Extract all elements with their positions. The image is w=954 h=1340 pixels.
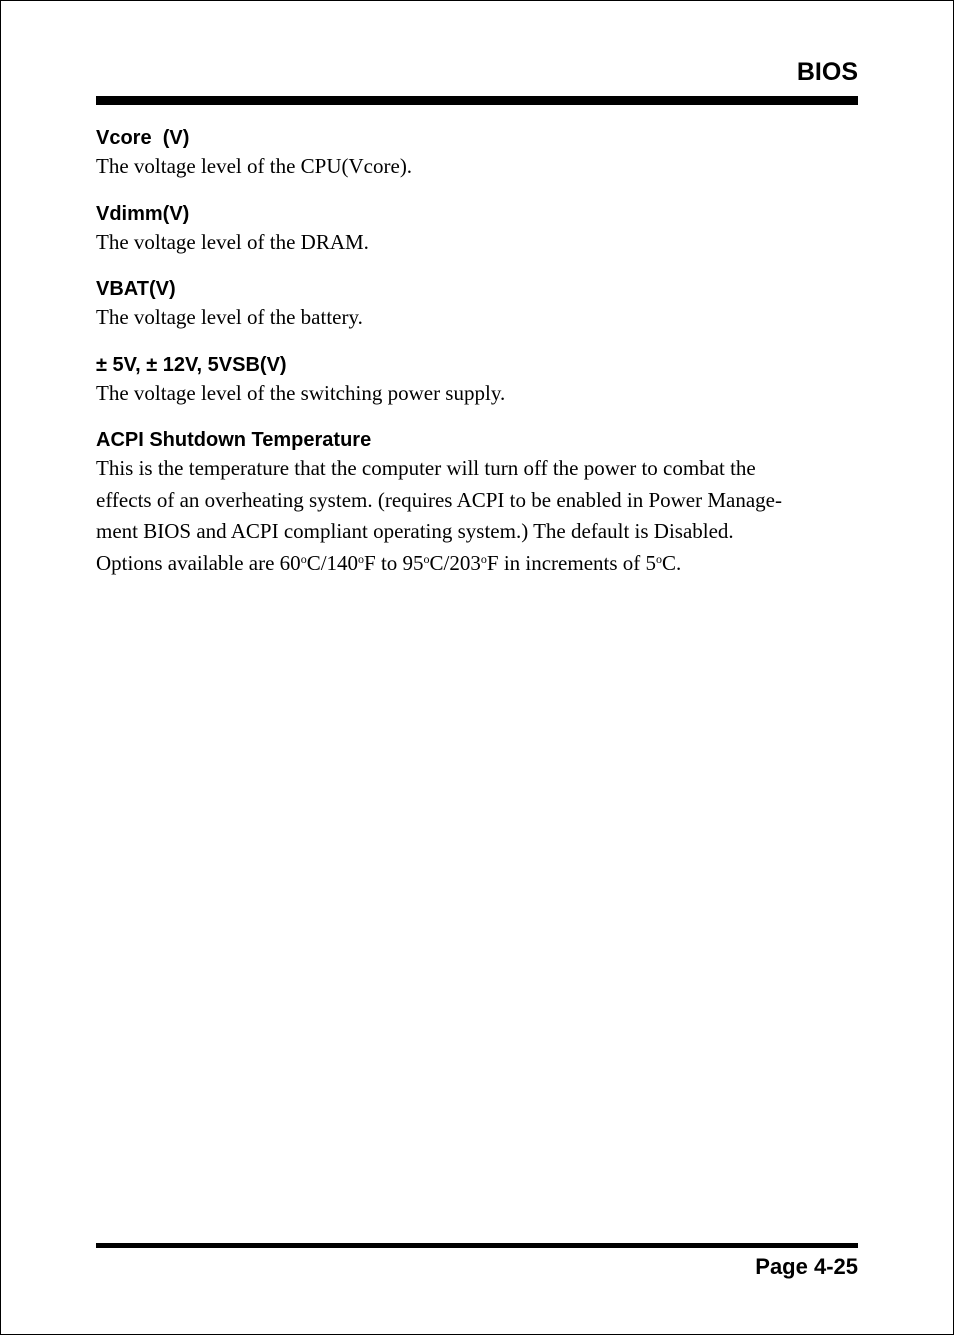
- section-heading: VBAT(V): [96, 278, 176, 300]
- section-heading: Vcore (V): [96, 127, 190, 149]
- section-heading: Vdimm(V): [96, 202, 190, 225]
- degree-symbol: o: [358, 551, 365, 566]
- section-body: The voltage level of the CPU(Vcore).: [96, 154, 413, 178]
- options-text: C/203: [429, 550, 481, 575]
- section-vcore: [96, 125, 858, 183]
- bottom-rule: [96, 1243, 858, 1248]
- degree-symbol: o: [480, 551, 487, 566]
- degree-symbol: o: [423, 551, 430, 566]
- body-line: This is the temperature that the computer will turn off the power to combat the: [96, 456, 756, 480]
- degree-symbol: o: [656, 551, 663, 566]
- section-vdimm: [96, 201, 858, 259]
- options-text: C/140: [306, 550, 359, 575]
- section-acpi-shutdown-temperature: [96, 427, 858, 579]
- content: [96, 125, 858, 597]
- section-heading: ± 5V, ± 12V, 5VSB(V): [96, 353, 287, 376]
- section-body: The voltage level of the DRAM.: [96, 229, 369, 254]
- options-line: [96, 548, 858, 580]
- body-line: effects of an overheating system. (requires ACPI to be enabled in Power Manage-: [96, 487, 782, 512]
- degree-symbol: o: [300, 551, 307, 566]
- section-heading: ACPI Shutdown Temperature: [96, 429, 372, 451]
- body-line: ment BIOS and ACPI compliant operating system.) The default is Disabled.: [96, 519, 734, 543]
- section-body: The voltage level of the battery.: [96, 305, 363, 329]
- options-text: Options available are 60: [96, 550, 301, 575]
- options-text: F to 95: [364, 550, 424, 575]
- top-rule: [96, 96, 858, 105]
- page-number: Page 4-25: [755, 1254, 858, 1279]
- section-body: [96, 453, 858, 579]
- section-power-supply: [96, 352, 858, 410]
- section-body: The voltage level of the switching power supply.: [96, 380, 506, 405]
- header-title: BIOS: [796, 58, 858, 86]
- options-text: C.: [662, 550, 682, 575]
- options-text: F in increments of 5: [486, 550, 657, 575]
- section-vbat: [96, 276, 858, 334]
